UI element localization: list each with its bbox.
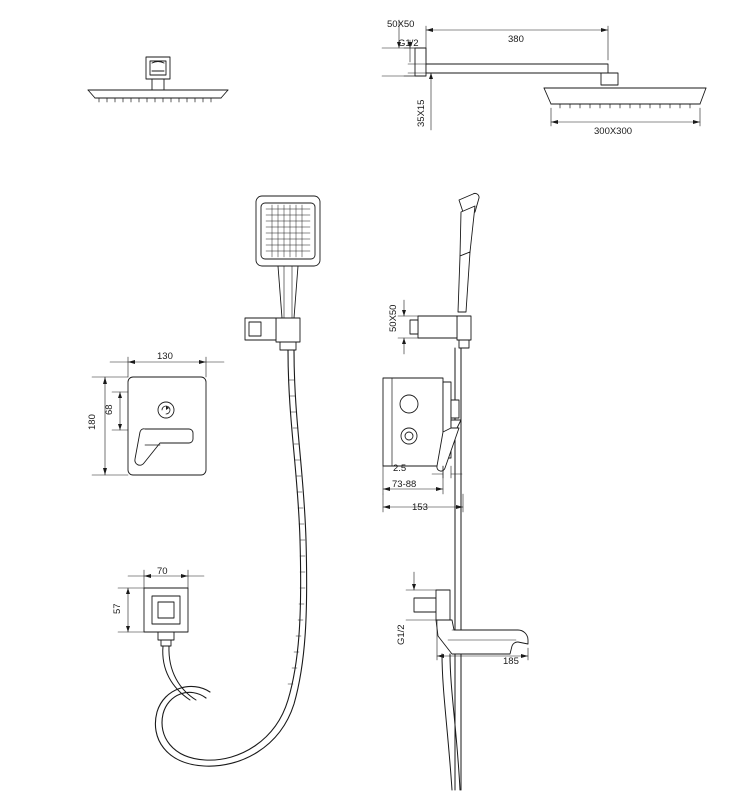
view-ceiling-head-front bbox=[88, 57, 228, 102]
dim-label-g12-bottom: G1/2 bbox=[396, 624, 407, 645]
view-spout-side bbox=[406, 572, 528, 790]
view-mixer-plate bbox=[92, 357, 224, 475]
dim-label-50x50-mid: 50X50 bbox=[388, 304, 399, 332]
dim-label-153: 153 bbox=[412, 502, 428, 513]
view-hand-shower-side bbox=[398, 193, 479, 790]
dim-label-300x300: 300X300 bbox=[594, 126, 633, 137]
dim-label-35x15: 35X15 bbox=[416, 99, 427, 127]
dim-label-380: 380 bbox=[508, 34, 524, 45]
view-ceiling-head-side bbox=[382, 20, 706, 130]
dim-label-180: 180 bbox=[87, 414, 98, 430]
dim-300x300 bbox=[551, 108, 700, 126]
dim-label-70: 70 bbox=[157, 566, 168, 577]
view-wall-outlet bbox=[118, 570, 204, 700]
dim-label-185: 185 bbox=[503, 656, 519, 667]
dim-label-57: 57 bbox=[112, 603, 123, 614]
dim-g12-bottom bbox=[406, 572, 436, 620]
dim-label-130: 130 bbox=[157, 351, 173, 362]
dim-label-68: 68 bbox=[104, 404, 115, 415]
dim-label-73-88: 73-88 bbox=[392, 479, 417, 490]
dim-label-g12-top: G1/2 bbox=[398, 38, 419, 49]
dim-label-50x50-top: 50X50 bbox=[387, 19, 415, 30]
dim-label-2.5: 2.5 bbox=[393, 463, 407, 474]
view-hand-shower bbox=[155, 196, 320, 766]
view-mixer-side bbox=[383, 378, 463, 512]
